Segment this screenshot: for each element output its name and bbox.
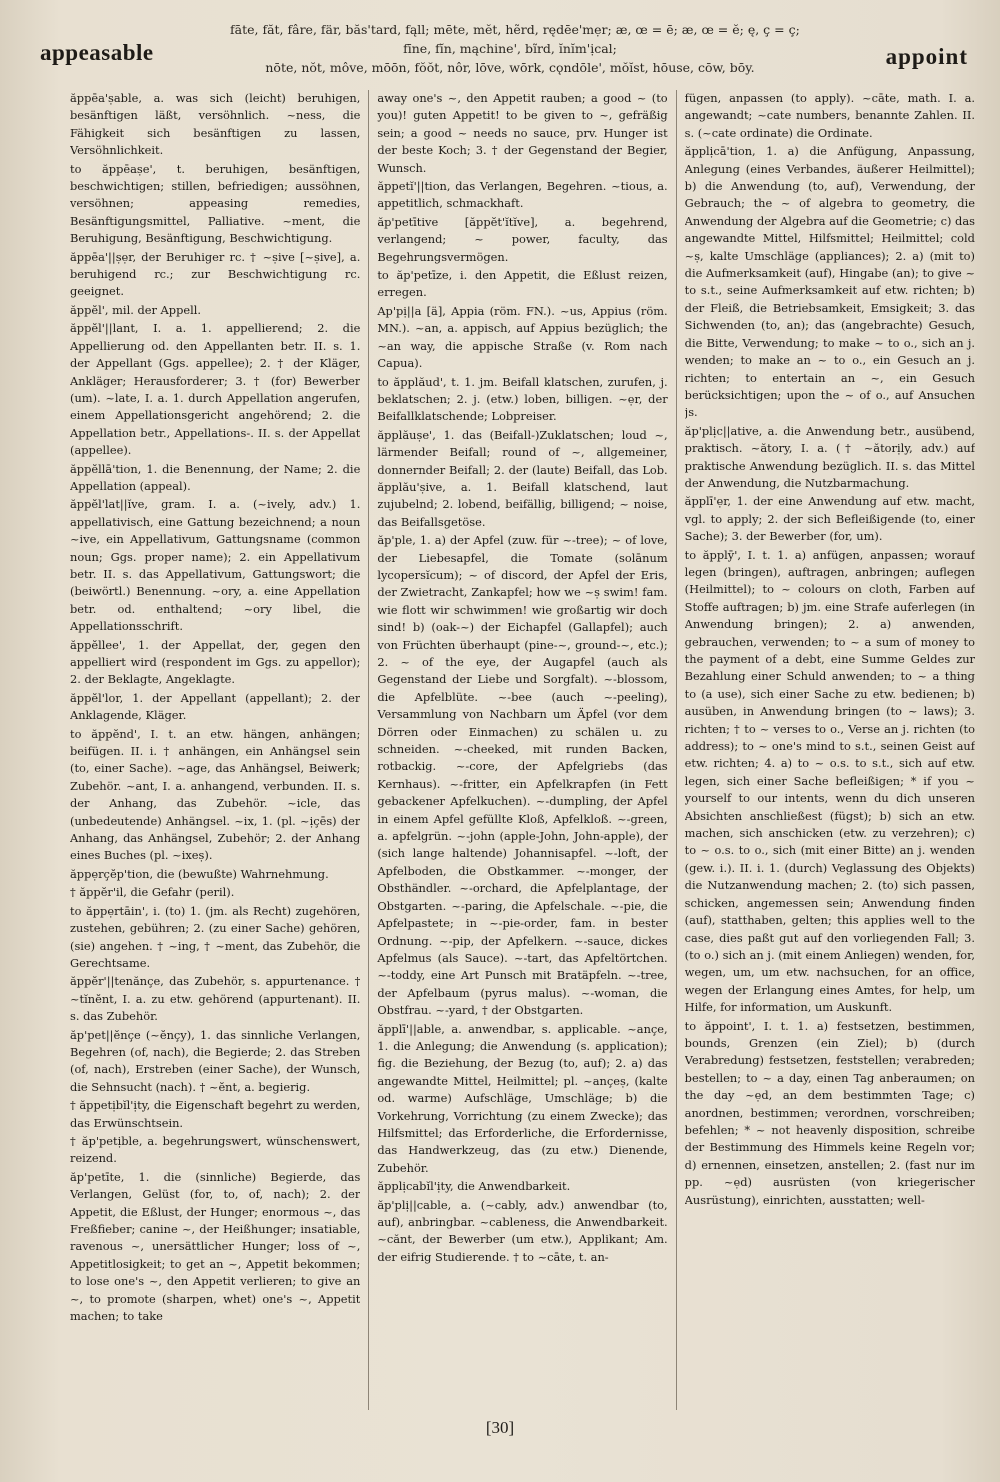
- dictionary-entry: fügen, anpassen (to apply). ~cāte, math. I. a. angewandt; ~cate numbers, benannte Zahlen. II. s. (~cate ordinate) die Ordinate.: [684, 91, 975, 140]
- dictionary-entry: ăppĕl', mil. der Appell.: [70, 302, 202, 317]
- dictionary-entry: ăppẹrçĕp'tion, die (bewußte) Wahrnehmung.: [70, 866, 329, 881]
- dictionary-entry: ăp'plịc||ative, a. die Anwendung betr., ausübend, praktisch. ~ătory, I. a. († ~ătorịly, adv.) auf praktische Anwendung bezüglich. II. s. das Mittel der Anwendung, die Nutzbarmachung.: [684, 423, 975, 490]
- dictionary-entry: ăpplịcabĭl'ịty, die Anwendbarkeit.: [377, 1179, 571, 1194]
- pronunciation-key-line: fīne, fĭn, mąchine', bĩrd, ĭnĭm'ịcal;: [403, 41, 617, 56]
- dictionary-entry: ăppĕl'||lant, I. a. 1. appellierend; 2. die Appellierung od. den Appellanten betr. II. s. 1. der Appellant (Ggs. appellee); 2. † der Kläger, Ankläger; Herausforderer; 3. † (for) Bewerber (um). ~late, I. a. 1. durch Appellation angerufen, einem Appellationsgericht angehörend; 2. die Appellation betr., Appellations-. II. s. der Appellat (appellee).: [70, 321, 361, 458]
- dictionary-entry: to ăppēaṣe', t. beruhigen, besänftigen, beschwichtigen; stillen, befriedigen; aussöhnen, versöhnen; appeasing remedies, Besänftigungsmittel, Palliative. ~ment, die Beruhigung, Besänftigung, Beschwichtigung.: [70, 161, 361, 246]
- pronunciation-key: [230, 20, 800, 77]
- dictionary-entry: ăppĕllā'tion, 1. die Benennung, der Name; 2. die Appellation (appeal).: [70, 461, 361, 493]
- dictionary-entry: ăp'plị||cable, a. (~cably, adv.) anwendbar (to, auf), anbringbar. ~cableness, die Anwendbarkeit. ~cănt, der Bewerber (um etw.), Applikant; Am. der eifrig Studierende. † to ~cāte, t. an-: [377, 1197, 668, 1264]
- dictionary-entry: † ăp'petịble, a. begehrungswert, wünschenswert, reizend.: [70, 1133, 361, 1166]
- dictionary-entry: to ăppoint', I. t. 1. a) festsetzen, bestimmen, bounds, Grenzen (ein Ziel); b) (durch Verabredung) festsetzen, feststellen; verabreden; bestellen; to ~ a day, einen Tag anberaumen; on the day ~ẹd, an dem bestimmten Tage; c) anordnen, bestimmen; verordnen, vorschreiben; befehlen; * ~ not heavenly disposition, schreibe der Bestimmung des Himmels keine Regeln vor; d) ernennen, einsetzen, anstellen; 2. (fast nur im pp. ~ẹd) ausrüsten (von kriegerischer Ausrüstung), einrichten, ausstatten; well-: [684, 1018, 975, 1207]
- dictionary-entry: ăpplī'||able, a. anwendbar, s. applicable. ~ançe, 1. die Anlegung; die Anwendung (s. application); fig. die Beziehung, der Bezug (to, auf); 2. a) das angewandte Mittel, Heilmittel; pl. ~ançeṣ, (kalte od. warme) Aufschläge, Umschläge; b) die Vorkehrung, Vorrichtung (zu einem Zwecke); das Hilfsmittel; das Erforderliche, die Erfordernisse, das Handwerkzeug, das (zu etw.) Dienende, Zubehör.: [377, 1021, 668, 1175]
- dictionary-entry: ăp'pet||ĕnçe (~ĕnçy), 1. das sinnliche Verlangen, Begehren (of, nach), die Begierde; 2. das Streben (of, nach), Erstreben (einer Sache), der Wunsch, die Sehnsucht (nach). † ~ĕnt, a. begierig.: [70, 1027, 361, 1094]
- dictionary-entry: ăppĕl'lor, 1. der Appellant (appellant); 2. der Anklagende, Kläger.: [70, 690, 361, 723]
- dictionary-entry: to ăp'petīze, i. den Appetit, die Eßlust reizen, erregen.: [377, 268, 668, 300]
- dictionary-entry: to ăppĕnd', I. t. an etw. hängen, anhängen; beifügen. II. i. † anhängen, ein Anhängsel sein (to, einer Sache). ~age, das Anhängsel, Beiwerk; Zubehör. ~ant, I. a. anhangend, verbunden. II. s. der Anhang, das Zubehör. ~icle, das (unbedeutende) Anhängsel. ~ix, 1. (pl. ~ịçēs) der Anhang, das Anhängsel, Zubehör; 2. der Anhang eines Buches (pl. ~ixeṣ).: [70, 726, 361, 863]
- dictionary-entry: † ăppetịbĭl'ịty, die Eigenschaft begehrt zu werden, das Erwünschtsein.: [70, 1098, 361, 1130]
- dictionary-entry: ăppĕllee', 1. der Appellat, der, gegen den appelliert wird (respondent im Ggs. zu appellor); 2. der Beklagte, Angeklagte.: [70, 637, 361, 687]
- column-right: [685, 90, 975, 1410]
- dictionary-entry: ăp'petīte, 1. die (sinnliche) Begierde, das Verlangen, Gelüst (for, to, of, nach); 2. der Appetit, die Eßlust, der Hunger; enormous ~, das Freßfieber; canine ~, der Heißhunger; insatiable, ravenous ~, unersättlicher Hunger; loss of ~, Appetitlosigkeit; to get an ~, Appetit bekommen; to lose one's ~, den Appetit verlieren; to give an ~, to promote (sharpen, whet) one's ~, Appetit machen; to take: [70, 1169, 361, 1324]
- dictionary-entry: Ap'pị||a [ä], Appia (röm. FN.). ~us, Appius (röm. MN.). ~an, a. appisch, auf Appius bezüglich; the ~an way, die appische Straße (v. Rom nach Capua).: [377, 303, 668, 371]
- pronunciation-key-line: fāte, făt, fâre, fär, băs'tard, fąll; mēte, mĕt, hẽrd, rędēe'mẹr; æ, œ = ē; æ, œ = ĕ; ę, ç = ç;: [230, 22, 800, 37]
- dictionary-entry: away one's ~, den Appetit rauben; a good ~ (to you)! guten Appetit! to be given to ~, gefräßig sein; a good ~ needs no sauce, prv. Hunger ist der beste Koch; 3. † der Gegenstand der Begier, Wunsch.: [377, 91, 668, 175]
- entry-columns: [70, 90, 975, 1410]
- left-running-headword: appeasable: [40, 40, 154, 65]
- dictionary-entry: ăppēa'ṣable, a. was sich (leicht) beruhigen, besänftigen läßt, versöhnlich. ~ness, die Fähigkeit sich besänftigen zu lassen, Versöhnlichkeit.: [70, 91, 361, 158]
- dictionary-entry: to ăpplăud', t. 1. jm. Beifall klatschen, zurufen, j. beklatschen; 2. j. (etw.) loben, billigen. ~ẹr, der Beifallklatschende; Lobpreiser.: [377, 374, 668, 424]
- page-number: [30]: [485, 1418, 515, 1437]
- dictionary-entry: to ăpplȳ', I. t. 1. a) anfügen, anpassen; worauf legen (bringen), auftragen, anbringen; auflegen (Heilmittel); to ~ colours on cloth, Farben auf Stoffe auftragen; b) jm. eine Strafe auferlegen (in Anwendung bringen); 2. a) anwenden, gebrauchen, verwenden; to ~ a sum of money to the payment of a debt, eine Summe Geldes zur Bezahlung einer Schuld anwenden; to ~ a thing to (a use), sich einer Sache zu etw. bedienen; b) ausüben, in Anwendung bringen (to ~ laws); 3. richten; † to ~ verses to o., Verse an j. richten (to address); to ~ one's mind to s.t., seinen Geist auf etw. richten; 4. a) to ~ o.s. to s.t., sich auf etw. legen, sich einer Sache befleißigen; * if you ~ yourself to our intents, wenn du dich unseren Absichten anschließest (fügst); b) sich an etw. machen, sich anschicken (etw. zu verzehren); c) to ~ o.s. to o., sich (mit einer Bitte) an j. wenden (gew. i.). II. i. 1. (durch) Veglassung des Objekts) die Nutzanwendung machen; 2. (to) sich passen, schicken, angemessen sein; Anwendung finden (auf), statthaben, gelten; this applies well to the case, dies paßt gut auf den vorliegenden Fall; 3. (to o.) sich an j. (mit einem Anliegen) wenden, for, wegen, um, um etw. nachsuchen, for an office, wegen der Erlangung eines Amtes, for help, um Hilfe, for information, um Auskunft.: [684, 547, 975, 1015]
- dictionary-entry: ăppetĭ'||tion, das Verlangen, Begehren. ~tious, a. appetitlich, schmackhaft.: [377, 179, 668, 211]
- dictionary-entry: ăppĕl'lat||ĭve, gram. I. a. (~ively, adv.) 1. appellativisch, eine Gattung bezeichnend; a noun ~ive, ein Appellativum, Gattungsname (common noun; Ggs. proper name); 2. ein Appellativum betr. II. s. das Appellativum, Gattungswort; die (beiwörtl.) Benennung. ~ory, a. eine Appellation betr. od. enthaltend; ~ory libel, die Appellationsschrift.: [70, 497, 361, 634]
- pronunciation-key-line: nōte, nŏt, môve, mōōn, fŏŏt, nôr, lōve, wōrk, cǫndōle', mŏĭst, hōuse, cōw, bōy.: [265, 60, 755, 75]
- dictionary-entry: ăpplịcā'tion, 1. a) die Anfügung, Anpassung, Anlegung (eines Verbandes, äußerer Heilmittel); b) die Anwendung (to, auf), Verwendung, der Gebrauch; the ~ of algebra to geometry, die Anwendung der Algebra auf die Geometrie; c) das angewandte Mittel, Hilfsmittel; Heilmittel; cold ~ṣ, kalte Umschläge (appliances); 2. a) (mit to) die Aufmerksamkeit (auf), Hingabe (an); to give ~ to s.t., seine Aufmerksamkeit auf etw. richten; b) der Fleiß, die Betriebsamkeit, Emsigkeit; 3. das Sichwenden (to, an); das (angebrachte) Gesuch, die Bitte, Verwendung; to make ~ to o., sich an j. wenden; to make an ~ to o., ein Gesuch an j. richten; to entertain an ~, ein Gesuch berücksichtigen; upon the ~ of o., auf Ansuchen js.: [684, 144, 975, 420]
- dictionary-entry: † ăppĕr'il, die Gefahr (peril).: [70, 885, 235, 900]
- dictionary-entry: ăpplī'ẹr, 1. der eine Anwendung auf etw. macht, vgl. to apply; 2. der sich Befleißigende (to, einer Sache); 3. der Bewerber (for, um).: [684, 494, 975, 544]
- column-left: [70, 90, 360, 1410]
- dictionary-entry: ăppēa'||ṣẹr, der Beruhiger rc. † ~ṣive [~ṣive], a. beruhigend rc.; zur Beschwichtigung rc. geeignet.: [70, 249, 361, 299]
- dictionary-entry: ăppĕr'||tenănçe, das Zubehör, s. appurtenance. † ~tĭnĕnt, I. a. zu etw. gehörend (appurtenant). II. s. das Zubehör.: [70, 974, 361, 1024]
- dictionary-entry: ăp'ple, 1. a) der Apfel (zuw. für ~-tree); ~ of love, der Liebesapfel, die Tomate (solānum lycopersĭcum); ~ of discord, der Apfel der Eris, der Zwietracht, Zankapfel; how we ~ṣ swim! fam. wie flott wir schwimmen! wie großartig wir doch sind! b) (oak-~) der Eichapfel (Gallapfel); auch von Früchten überhaupt (pine-~, ground-~, etc.); 2. ~ of the eye, der Augapfel (auch als Gegenstand der Liebe und Sorgfalt). ~-blossom, die Apfelblüte. ~-bee (auch ~-peeling), Versammlung von Nachbarn um Äpfel (vor dem Dörren oder Einmachen) zu schälen u. zu schneiden. ~-cheeked, mit runden Backen, rotbackig. ~-core, der Apfelgriebs (das Kernhaus). ~-fritter, ein Apfelkrapfen (in Fett gebackener Apfelkuchen). ~-dumpling, der Apfel in einem Apfel gefüllte Kloß, Apfelkloß. ~-green, a. apfelgrün. ~-john (apple-John, John-apple), der (sich lange haltende) Johannisapfel. ~-loft, der Apfelboden, die Obstkammer. ~-monger, der Obsthändler. ~-orchard, die Apfelplantage, der Obstgarten. ~-paring, die Apfelschale. ~-pie, die Apfelpastete; in ~-pie-order, fam. in bester Ordnung. ~-pip, der Apfelkern. ~-sauce, dickes Apfelmus (als Sauce). ~-tart, das Apfeltörtchen. ~-toddy, eine Art Punsch mit Bratäpfeln. ~-tree, der Apfelbaum (pyrus malus). ~-woman, die Obstfrau. ~-yard, † der Obstgarten.: [377, 533, 668, 1018]
- column-middle: [368, 90, 676, 1410]
- dictionary-entry: ăpplăuṣe', 1. das (Beifall-)Zuklatschen; loud ~, lärmender Beifall; round of ~, allgemeiner, donnernder Beifall; 2. der (laute) Beifall, das Lob. ăpplău'ṣive, a. 1. Beifall klatschend, laut zujubelnd; 2. lobend, beifällig, billigend; ~ noise, das Beifallsgetöse.: [377, 427, 668, 529]
- dictionary-entry: to ăppẹrtāin', i. (to) 1. (jm. als Recht) zugehören, zustehen, gebühren; 2. (zu einer Sache) gehören, (sie) angehen. † ~ing, † ~ment, das Zubehör, die Gerechtsame.: [70, 903, 361, 970]
- dictionary-entry: ăp'petītive [ăppĕt'ĭtĭve], a. begehrend, verlangend; ~ power, faculty, das Begehrungsvermögen.: [377, 214, 668, 264]
- right-running-headword: appoint: [885, 44, 968, 69]
